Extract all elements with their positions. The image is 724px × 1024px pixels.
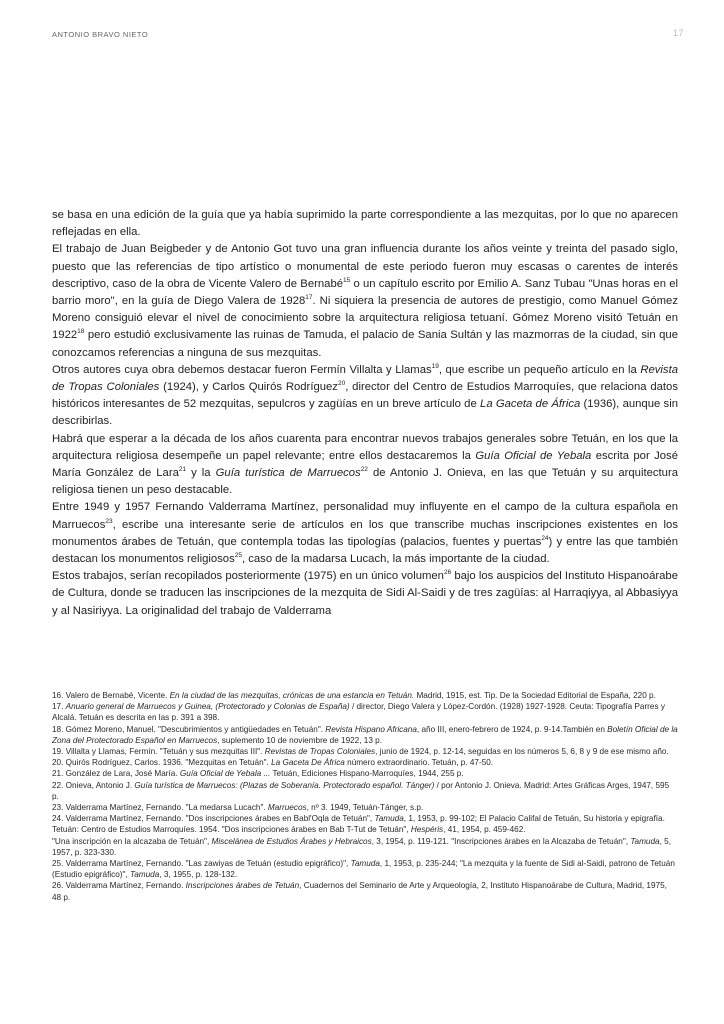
- paragraph: El trabajo de Juan Beigbeder y de Antonio Got tuvo una gran influencia durante los años veinte y treinta del pasado siglo, puesto que las referencias de tipo artístico o monumental de este periodo fueron muy escasas o carentes de interés descriptivo, caso de la obra de Vicente Valero de Bernabé$^{15}$ o un capítulo escrito por Emilio A. Sanz Tubau "Unas horas en el barrio moro", en la guía de Diego Valera de 1928$^{17}$. Ni siquiera la presencia de autores de prestigio, como Manuel Gómez Moreno consiguió elevar el nivel de conocimiento sobre la arquitectura religiosa tetuaní. Gómez Moreno visitó Tetuán en 1922$^{18}$ pero estudió exclusivamente las ruinas de Tamuda, el palacio de Sania Sultán y las mazmorras de la ciudad, sin que conozcamos referencias a ninguna de sus mezquitas.: [52, 243, 678, 359]
- footnote: 17. Anuario general de Marruecos y Guinea, (Protectorado y Colonias de España) / director, Diego Valera y López-Cordón. (1928) 1927-1928. Ceuta: Tipografía Parres y Alcalá. Tetuán es descrita en las p. 391 a 398.: [52, 702, 665, 723]
- footnote-ref[interactable]: 19: [431, 363, 439, 371]
- footnote: "Una inscripción en la alcazaba de Tetuán", Miscelánea de Estudios Árabes y Hebraicos, 3, 1954, p. 119-121. "Inscripciones árabes en la Alcazaba de Tetuán", Tamuda, 5, 1957, p. 323-330.: [52, 836, 671, 857]
- footnote: 20. Quirós Rodríguez, Carlos. 1936. "Mezquitas en Tetuán". La Gaceta De África número extraordinario. Tetuán, p. 47-50.: [52, 758, 494, 768]
- footnote: 25. Valderrama Martínez, Fernando. "Las zawiyas de Tetuán (estudio epigráfico)", Tamuda, 1, 1953, p. 235-244; "La mezquita y la fuente de Sidi al-Saidi, patrono de Tetuán (Estudio epigráfico)", Tamuda, 3, 1955, p. 128-132.: [52, 859, 675, 880]
- footnote-ref[interactable]: 20: [337, 380, 346, 388]
- footnote-ref[interactable]: 23: [105, 517, 113, 525]
- paragraph: Estos trabajos, serían recopilados posteriormente (1975) en un único volumen$^{26}$ bajo los auspicios del Instituto Hispanoárabe de Cultura, donde se traducen las inscripciones de la mezquita de Sidi Al-Saidi y de tres zagüías: al Harraqiyya, al Abbasiyya y al Nasiriyya. La originalidad del trabajo de Valderrama: [52, 569, 678, 617]
- paragraph: Habrá que esperar a la década de los años cuarenta para encontrar nuevos trabajos generales sobre Tetuán, en los que la arquitectura religiosa desempeñe un papel relevante; entre ellos destacaremos la Guía Oficial de Yebala escrita por José María González de Lara$^{21}$ y la Guía turística de Marruecos$^{22}$ de Antonio J. Onieva, en las que Tetuán y su arquitectura religiosa tienen un peso destacable.: [52, 432, 678, 497]
- running-header: [52, 30, 684, 39]
- footnote: 21. González de Lara, José María. Guía Oficial de Yebala ... Tetuán, Ediciones Hispano-Marroquíes, 1944, 255 p.: [52, 769, 464, 779]
- footnote: 23. Valderrama Martínez, Fernando. "La medarsa Lucach". Marruecos, nº 3. 1949, Tetuán-Tánger, s.p.: [52, 803, 424, 813]
- paragraph: se basa en una edición de la guía que ya había suprimido la parte correspondiente a las mezquitas, por lo que no aparecen reflejadas en ella.: [52, 209, 678, 239]
- footnote-ref[interactable]: 26: [443, 569, 452, 577]
- body-text: [52, 207, 678, 620]
- footnote: 22. Onieva, Antonio J. Guía turística de Marruecos: (Plazas de Soberanía. Protectorado español. Tánger) / por Antonio J. Onieva. Madrid: Artes Gráficas Arges, 1947, 595 p.: [52, 780, 670, 801]
- header-author: ANTONIO BRAVO NIETO: [52, 30, 149, 39]
- footnote: 16. Valero de Bernabé, Vicente. En la ciudad de las mezquitas, crónicas de una estancia en Tetuán. Madrid, 1915, est. Tip. De la Sociedad Editorial de España, 220 p.: [52, 691, 656, 700]
- footnote-ref[interactable]: 21: [178, 466, 187, 474]
- footnote: 24. Valderrama Martínez, Fernando. "Dos inscripciones árabes en Babl'Oqla de Tetuán", Tamuda, 1, 1953, p. 99-102; El Palacio Califal de Tetuán, Su historia y epigrafía. Tetuán: Centro de Estudios Marroquíes. 1954. "Dos inscripciones árabes en Bab T-Tut de Tetuán", Hespéris, 41, 1954, p. 459-462.: [52, 814, 665, 835]
- footnote-ref[interactable]: 25: [234, 552, 242, 560]
- footnote: 19. Villalta y Llamas, Fermín. "Tetuán y sus mezquitas III". Revistas de Tropas Coloniales, junio de 1924, p. 12-14, seguidas en los números 5, 6, 8 y 9 de ese mismo año.: [52, 747, 669, 757]
- footnote: 26. Valderrama Martínez, Fernando. Inscripciones árabes de Tetuán, Cuadernos del Seminario de Arte y Arqueología, 2, Instituto Hispanoárabe de Cultura, Madrid, 1975, 48 p.: [52, 881, 667, 902]
- footnote-ref[interactable]: 24: [541, 535, 549, 543]
- footnote-ref[interactable]: 15: [343, 277, 351, 285]
- footnote: 18. Gómez Moreno, Manuel. "Descubrimientos y antigüedades en Tetuán". Revista Hispano Africana, año III, enero-febrero de 1924, p. 9-14.También en Boletín Oficial de la Zona del Protectorado Español en Marruecos, suplemento 10 de noviembre de 1922, 13 p.: [52, 724, 678, 745]
- paragraph: Otros autores cuya obra debemos destacar fueron Fermín Villalta y Llamas$^{19}$, que escribe un pequeño artículo en la Revista de Tropas Coloniales (1924), y Carlos Quirós Rodríguez$^{20}$, director del Centro de Estudios Marroquíes, que relaciona datos históricos interesantes de 52 mezquitas, sepulcros y zagüías en un breve artículo de La Gaceta de África (1936), aunque sin describirlas.: [52, 363, 678, 428]
- footnote-ref[interactable]: 22: [360, 466, 368, 474]
- page-number: 17: [672, 28, 684, 38]
- footnotes: [52, 690, 678, 903]
- footnote-ref[interactable]: 17: [305, 294, 313, 302]
- footnote-ref[interactable]: 18: [77, 328, 85, 336]
- paragraph: Entre 1949 y 1957 Fernando Valderrama Martínez, personalidad muy influyente en el campo de la cultura española en Marruecos$^{23}$, escribe una interesante serie de artículos en los que transcribe muchas inscripciones existentes en los monumentos árabes de Tetuán, que contempla todas las tipologías (palacios, fuentes y puertas$^{24}$) y entre las que también destacan los monumentos religiosos$^{25}$, caso de la madarsa Lucach, la más importante de la ciudad.: [52, 501, 678, 566]
